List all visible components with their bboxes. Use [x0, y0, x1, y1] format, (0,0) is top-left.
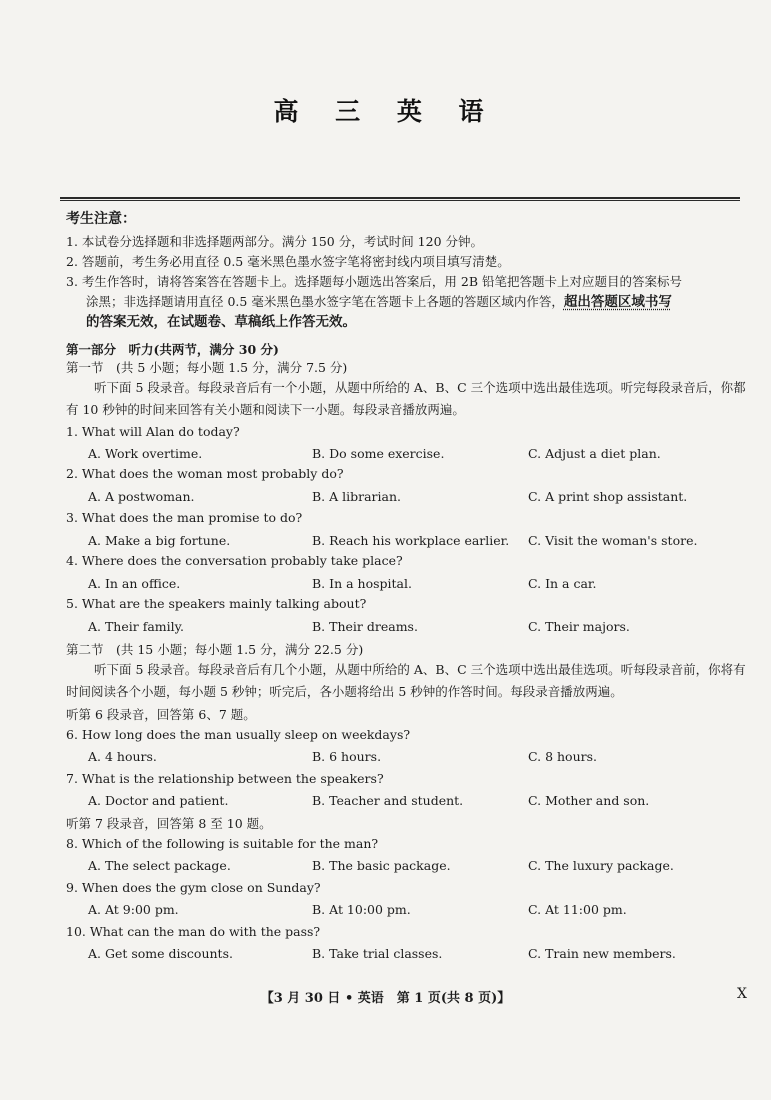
question-4: 4. Where does the conversation probably take place?: [66, 553, 403, 568]
question-10: 10. What can the man do with the pass?: [66, 924, 321, 939]
q10-option-c: C. Train new members.: [528, 946, 676, 961]
q9-option-c: C. At 11:00 pm.: [528, 902, 627, 917]
q4-option-c: C. In a car.: [528, 576, 597, 591]
header-divider-thin: [60, 200, 740, 201]
section2-heading: 第二节 (共 15 小题；每小题 1.5 分，满分 22.5 分): [66, 642, 364, 657]
q9-option-b: B. At 10:00 pm.: [312, 902, 411, 917]
question-9: 9. When does the gym close on Sunday?: [66, 880, 321, 895]
q1-option-b: B. Do some exercise.: [312, 446, 445, 461]
q2-option-a: A. A postwoman.: [88, 489, 195, 504]
q7-option-b: B. Teacher and student.: [312, 793, 464, 808]
question-6: 6. How long does the man usually sleep on weekdays?: [66, 727, 411, 742]
q4-option-a: A. In an office.: [88, 576, 181, 591]
notice-item-3-line2: [66, 292, 746, 312]
q3-option-b: B. Reach his workplace earlier.: [312, 533, 510, 548]
page-title: 高 三 英 语: [273, 97, 498, 126]
q8-option-b: B. The basic package.: [312, 858, 451, 873]
q7-option-a: A. Doctor and patient.: [88, 793, 229, 808]
notice-item-3-line1: 3. 考生作答时，请将答案答在答题卡上。选择题每小题选出答案后，用 2B 铅笔把答题卡上对应题目的答案标号: [66, 274, 682, 289]
question-7: 7. What is the relationship between the speakers?: [66, 771, 384, 786]
q5-option-c: C. Their majors.: [528, 619, 630, 634]
header-divider: [60, 197, 740, 199]
q6-option-b: B. 6 hours.: [312, 749, 382, 764]
q1-option-c: C. Adjust a diet plan.: [528, 446, 661, 461]
question-5: 5. What are the speakers mainly talking about?: [66, 596, 367, 611]
notice-item-2: 2. 答题前，考生务必用直径 0.5 毫米黑色墨水签字笔将密封线内项目填写清楚。: [66, 254, 510, 269]
q4-option-b: B. In a hospital.: [312, 576, 412, 591]
question-8: 8. Which of the following is suitable for the man?: [66, 836, 379, 851]
q6-option-c: C. 8 hours.: [528, 749, 597, 764]
section2-instructions: 听下面 5 段录音。每段录音后有几个小题，从题中所给的 A、B、C 三个选项中选出最佳选项。听每段录音前，你将有时间阅读各个小题，每小题 5 秒钟；听完后，各小题将给出 5 秒钟的作答时间。每段录音播放两遍。: [66, 662, 746, 699]
section1-instructions: 听下面 5 段录音。每段录音后有一个小题，从题中所给的 A、B、C 三个选项中选出最佳选项。听完每段录音后，你都有 10 秒钟的时间来回答有关小题和阅读下一小题。每段录音播放两遍。: [66, 380, 746, 417]
q5-option-b: B. Their dreams.: [312, 619, 418, 634]
notice-item-3-text: 涂黑；非选择题请用直径 0.5 毫米黑色墨水签字笔在答题卡上各题的答题区域内作答，: [86, 294, 564, 309]
question-1: 1. What will Alan do today?: [66, 424, 240, 439]
q2-option-c: C. A print shop assistant.: [528, 489, 688, 504]
q9-option-a: A. At 9:00 pm.: [88, 902, 179, 917]
notice-item-3-emphasis: 超出答题区域书写: [563, 294, 672, 310]
question-3: 3. What does the man promise to do?: [66, 510, 303, 525]
q5-option-a: A. Their family.: [88, 619, 185, 634]
footer-mark: X: [737, 986, 747, 1002]
notice-heading: 考生注意：: [66, 211, 136, 227]
q10-option-b: B. Take trial classes.: [312, 946, 443, 961]
q3-option-c: C. Visit the woman's store.: [528, 533, 698, 548]
listen-instruction-7: 听第 7 段录音，回答第 8 至 10 题。: [66, 816, 272, 831]
q3-option-a: A. Make a big fortune.: [88, 533, 231, 548]
q10-option-a: A. Get some discounts.: [88, 946, 233, 961]
q8-option-c: C. The luxury package.: [528, 858, 674, 873]
notice-item-1: 1. 本试卷分选择题和非选择题两部分。满分 150 分，考试时间 120 分钟。: [66, 234, 484, 249]
q7-option-c: C. Mother and son.: [528, 793, 650, 808]
q2-option-b: B. A librarian.: [312, 489, 402, 504]
page-footer: 【3 月 30 日 • 英语 第 1 页(共 8 页)】: [260, 991, 511, 1006]
section1-heading: 第一节 (共 5 小题；每小题 1.5 分，满分 7.5 分): [66, 360, 348, 375]
question-2: 2. What does the woman most probably do?: [66, 466, 344, 481]
listen-instruction-6: 听第 6 段录音，回答第 6、7 题。: [66, 707, 256, 722]
notice-item-3-line3: 的答案无效，在试题卷、草稿纸上作答无效。: [86, 314, 356, 330]
q8-option-a: A. The select package.: [88, 858, 231, 873]
part1-heading: 第一部分 听力(共两节，满分 30 分): [66, 342, 279, 357]
notice-item-3: [66, 272, 746, 332]
q6-option-a: A. 4 hours.: [88, 749, 157, 764]
q1-option-a: A. Work overtime.: [88, 446, 203, 461]
